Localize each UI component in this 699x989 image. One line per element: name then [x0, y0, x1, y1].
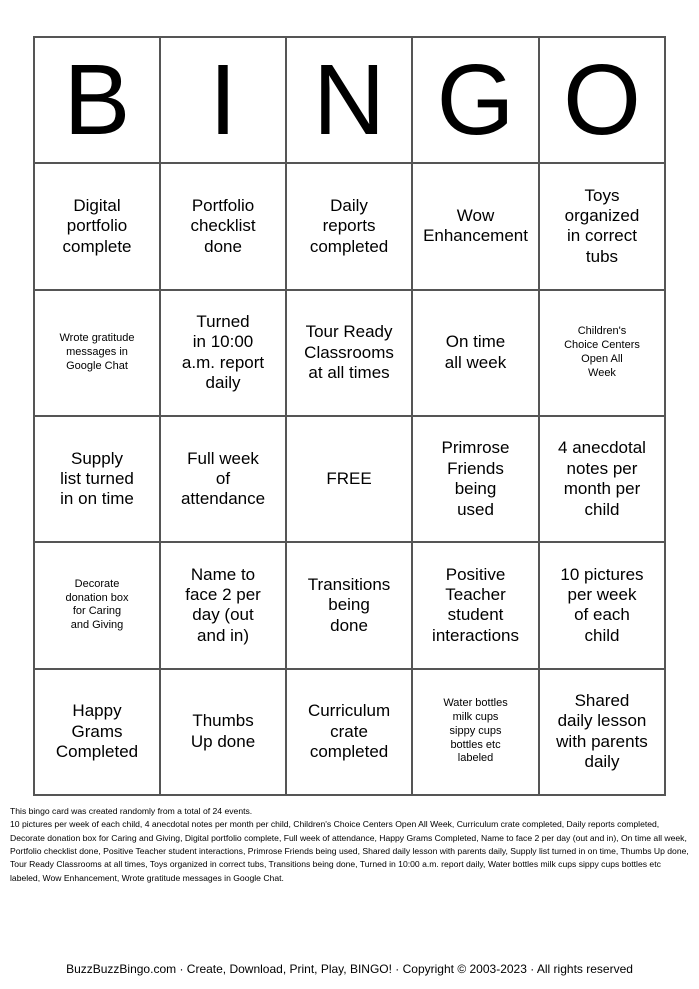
bingo-cell: Primrose Friends being used [412, 416, 539, 542]
bingo-cell: Full week of attendance [160, 416, 286, 542]
card-info-events: 10 pictures per week of each child, 4 anecdotal notes per month per child, Children's Choice Centers Open All Week, Curriculum crate completed, Daily reports completed, Decorate donation box for Caring and Giving, Digital portfolio complete, Full week of attendance, Happy Grams Completed, Name to face 2 per day (out and in), On time all week, Portfolio checklist done, Positive Teacher student interactions, Primrose Friends being used, Shared daily lesson with parents daily, Supply list turned in on time, Thumbs Up done, Tour Ready Classrooms at all times, Toys organized in correct tubs, Transitions being done, Turned in 10:00 a.m. report daily, Water bottles milk cups sippy cups bottles etc labeled, Wow Enhancement, Wrote gratitude messages in Google Chat. [10, 819, 689, 883]
bingo-cell: Digital portfolio complete [34, 163, 160, 289]
bingo-cell: 10 pictures per week of each child [539, 542, 665, 668]
bingo-cell: Thumbs Up done [160, 669, 286, 795]
bingo-cell: Turned in 10:00 a.m. report daily [160, 290, 286, 416]
free-space: FREE [286, 416, 412, 542]
header-letter: O [539, 37, 665, 163]
bingo-cell: Positive Teacher student interactions [412, 542, 539, 668]
bingo-cell: Daily reports completed [286, 163, 412, 289]
bingo-cell: Water bottles milk cups sippy cups bottles etc labeled [412, 669, 539, 795]
bingo-cell: Wrote gratitude messages in Google Chat [34, 290, 160, 416]
bingo-cell: Transitions being done [286, 542, 412, 668]
bingo-cell: Children's Choice Centers Open All Week [539, 290, 665, 416]
header-letter: G [412, 37, 539, 163]
header-letter: B [34, 37, 160, 163]
bingo-cell: Happy Grams Completed [34, 669, 160, 795]
bingo-cell: Curriculum crate completed [286, 669, 412, 795]
bingo-cell: Decorate donation box for Caring and Giving [34, 542, 160, 668]
bingo-cell: Shared daily lesson with parents daily [539, 669, 665, 795]
bingo-cell: Toys organized in correct tubs [539, 163, 665, 289]
bingo-cell: Wow Enhancement [412, 163, 539, 289]
card-info [10, 805, 690, 885]
bingo-cell: Tour Ready Classrooms at all times [286, 290, 412, 416]
bingo-cell: Supply list turned in on time [34, 416, 160, 542]
bingo-cell: 4 anecdotal notes per month per child [539, 416, 665, 542]
bingo-card [33, 36, 666, 796]
bingo-cell: Portfolio checklist done [160, 163, 286, 289]
bingo-cell: Name to face 2 per day (out and in) [160, 542, 286, 668]
header-letter: N [286, 37, 412, 163]
card-info-summary: This bingo card was created randomly from a total of 24 events. [10, 806, 253, 816]
bingo-cell: On time all week [412, 290, 539, 416]
header-letter: I [160, 37, 286, 163]
footer-copyright: BuzzBuzzBingo.com · Create, Download, Print, Play, BINGO! · Copyright © 2003-2023 · All rights reserved [66, 962, 633, 976]
